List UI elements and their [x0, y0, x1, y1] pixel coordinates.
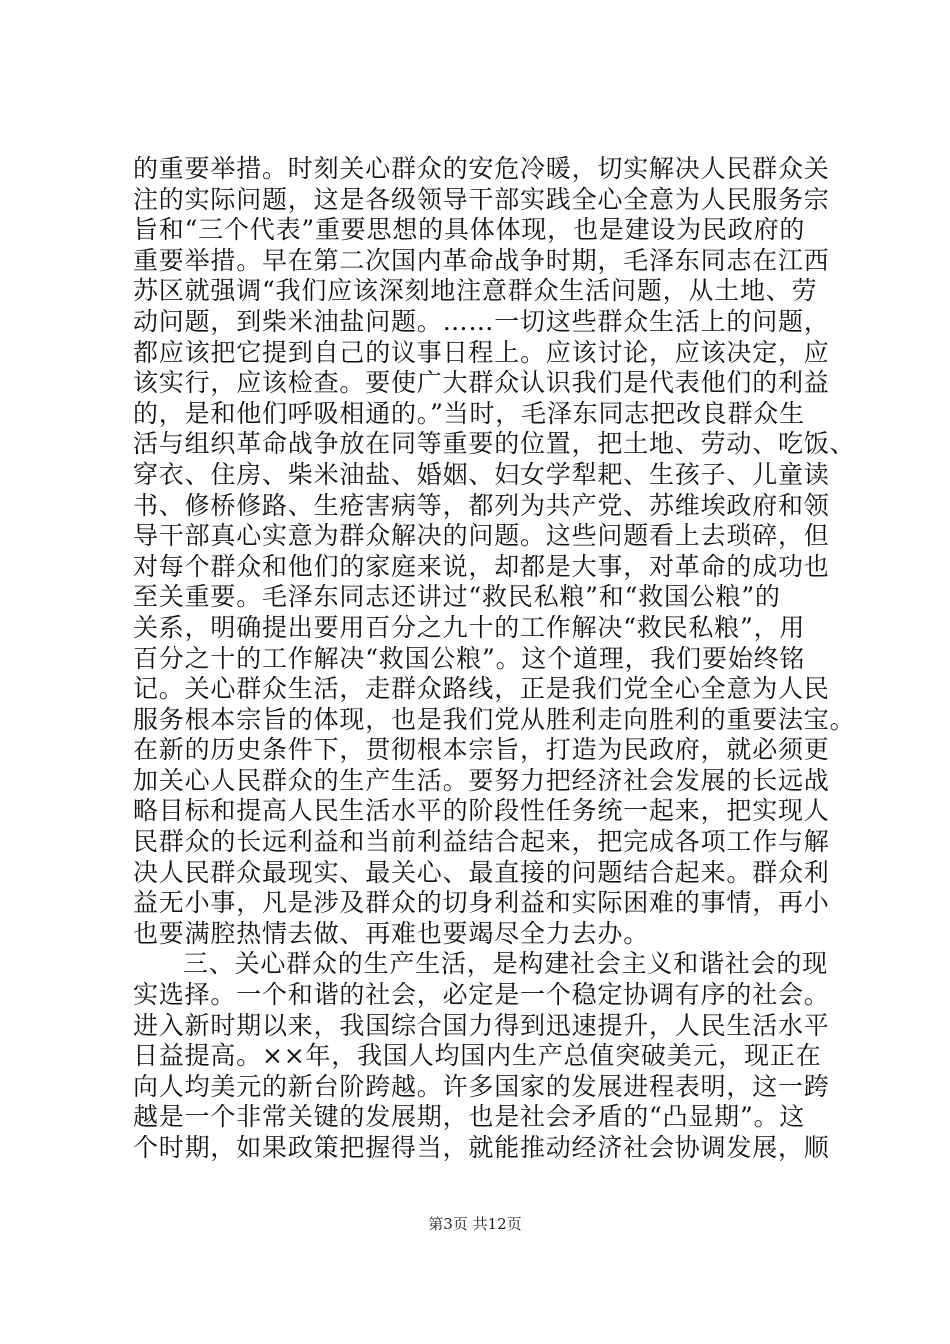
text-line: 都应该把它提到自己的议事日程上。应该讨论，应该决定，应 [133, 337, 830, 367]
text-line: 苏区就强调“我们应该深刻地注意群众生活问题，从土地、劳 [133, 276, 818, 306]
text-line: 益无小事，凡是涉及群众的切身利益和实际困难的事情，再小 [133, 888, 830, 918]
text-line: 书、修桥修路、生疮害病等，都列为共产党、苏维埃政府和领 [133, 490, 830, 520]
text-line: 重要举措。早在第二次国内革命战争时期，毛泽东同志在江西 [133, 245, 830, 275]
text-line: 记。关心群众生活，走群众路线，正是我们党全心全意为人民 [133, 674, 830, 704]
text-line: 注的实际问题，这是各级领导干部实践全心全意为人民服务宗 [133, 184, 830, 214]
text-line: 在新的历史条件下，贯彻根本宗旨，打造为民政府，就必须更 [133, 735, 830, 765]
text-line: 动问题，到柴米油盐问题。……一切这些群众生活上的问题， [133, 306, 830, 336]
text-line: 服务根本宗旨的体现，也是我们党从胜利走向胜利的重要法宝。 [133, 704, 856, 734]
text-line: 导干部真心实意为群众解决的问题。这些问题看上去琐碎，但 [133, 521, 830, 551]
document-body [133, 154, 856, 1164]
text-line: 向人均美元的新台阶跨越。许多国家的发展进程表明，这一跨 [133, 1071, 830, 1101]
text-line: 日益提高。××年，我国人均国内生产总值突破美元，现正在 [133, 1041, 822, 1071]
text-line: 民群众的长远利益和当前利益结合起来，把完成各项工作与解 [133, 827, 830, 857]
text-line: 的，是和他们呼吸相通的。”当时，毛泽东同志把改良群众生 [133, 398, 805, 428]
text-line: 对每个群众和他们的家庭来说，却都是大事，对革命的成功也 [133, 551, 830, 581]
text-line: 的重要举措。时刻关心群众的安危冷暖，切实解决人民群众关 [133, 154, 830, 183]
paragraph-start-line: 三、关心群众的生产生活，是构建社会主义和谐社会的现 [183, 949, 829, 979]
text-line: 越是一个非常关键的发展期，也是社会矛盾的“凸显期”。这 [133, 1102, 806, 1132]
text-line: 加关心人民群众的生产生活。要努力把经济社会发展的长远战 [133, 765, 830, 795]
text-line: 活与组织革命战争放在同等重要的位置，把土地、劳动、吃饭、 [133, 429, 856, 459]
text-line: 实选择。一个和谐的社会，必定是一个稳定协调有序的社会。 [133, 980, 830, 1010]
text-line: 至关重要。毛泽东同志还讲过“救民私粮”和“救国公粮”的 [133, 582, 781, 612]
text-line: 也要满腔热情去做、再难也要竭尽全力去办。 [133, 918, 650, 948]
page-footer [0, 1213, 950, 1234]
text-line: 百分之十的工作解决“救国公粮”。这个道理，我们要始终铭 [133, 643, 806, 673]
text-line: 个时期，如果政策把握得当，就能推动经济社会协调发展，顺 [133, 1133, 830, 1162]
text-line: 进入新时期以来，我国综合国力得到迅速提升，人民生活水平 [133, 1010, 830, 1040]
text-line: 决人民群众最现实、最关心、最直接的问题结合起来。群众利 [133, 857, 830, 887]
page-number-label: 第3页 共12页 [428, 1215, 522, 1233]
text-line: 略目标和提高人民生活水平的阶段性任务统一起来，把实现人 [133, 796, 830, 826]
text-line: 旨和“三个代表”重要思想的具体体现，也是建设为民政府的 [133, 215, 806, 245]
text-line: 关系，明确提出要用百分之九十的工作解决“救民私粮”，用 [133, 612, 806, 642]
text-line: 穿衣、住房、柴米油盐、婚姻、妇女学犁耙、生孩子、儿童读 [133, 459, 830, 489]
text-line: 该实行，应该检查。要使广大群众认识我们是代表他们的利益 [133, 368, 830, 398]
